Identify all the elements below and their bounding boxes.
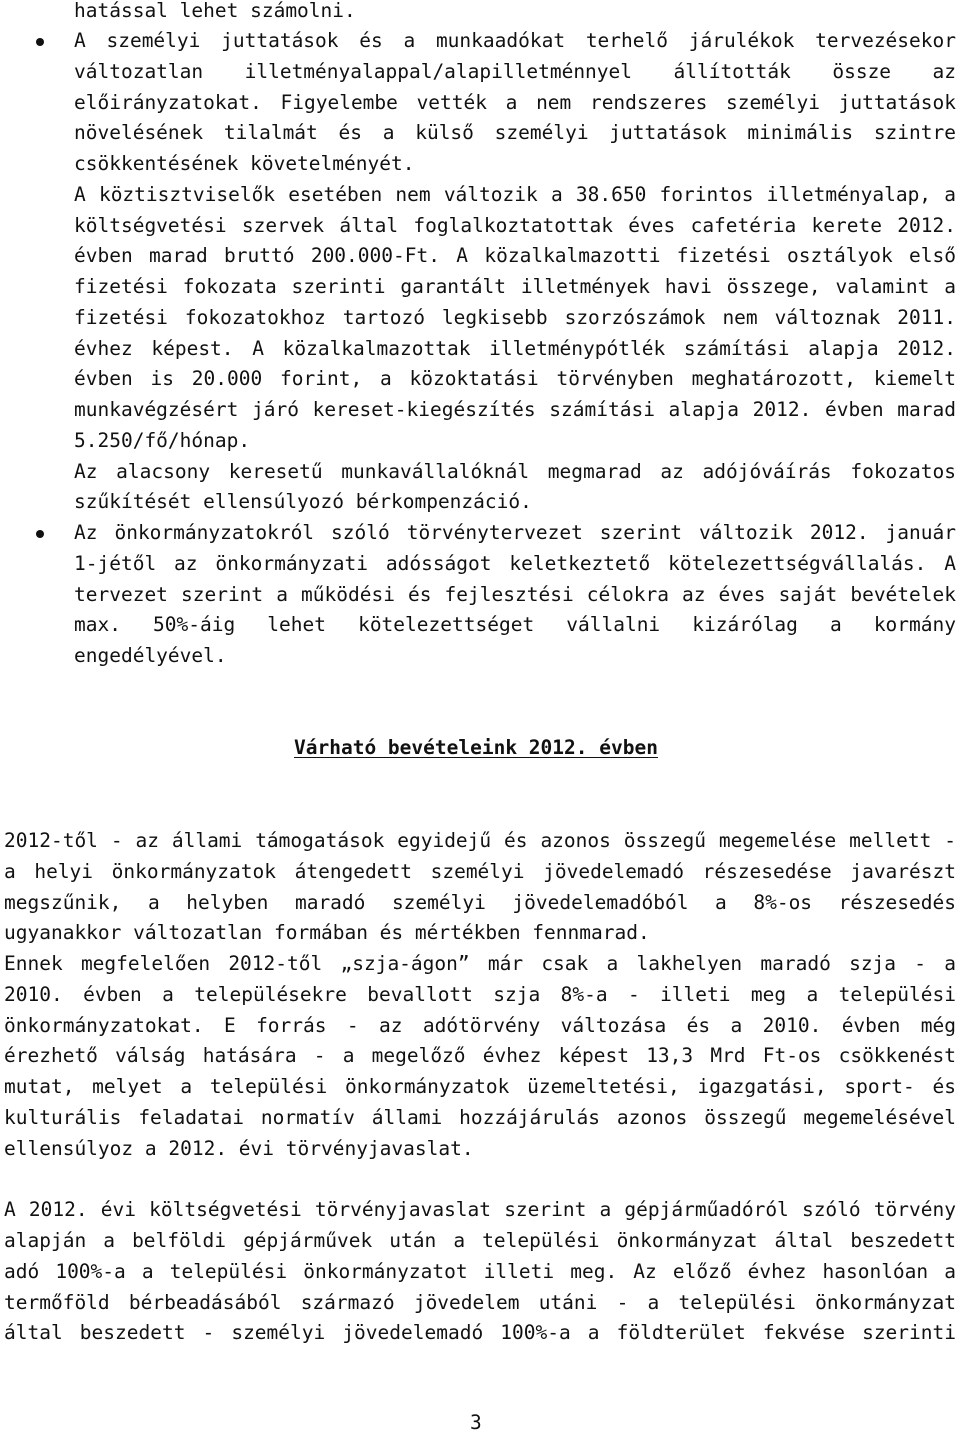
text-line: 2010. évben a településekre bevallott szja 8%-a - illeti meg a települési (4, 983, 956, 1006)
text-line: kulturális feladatai normatív állami hozzájárulás azonos összegű megemelésével (4, 1106, 956, 1129)
text-line: termőföld bérbeadásából származó jövedelem utáni - a települési önkormányzat (4, 1291, 956, 1314)
text-line: hatással lehet számolni. (74, 0, 356, 22)
text-line: megszűnik, a helyben maradó személyi jövedelemadóból a 8%-os részesedés (4, 891, 956, 914)
text-line: fizetési fokozatokhoz tartozó legkisebb szorzószámok nem változnak 2011. (74, 306, 956, 329)
page-number: 3 (470, 1411, 482, 1434)
text-line: önkormányzatokat. E forrás - az adótörvény változása és a 2010. évben még (4, 1014, 956, 1037)
text-line: évben is 20.000 forint, a közoktatási törvényben meghatározott, kiemelt (74, 367, 956, 390)
text-line: tervezet szerint a működési és fejlesztési célokra az éves saját bevételek (74, 583, 956, 606)
bullet-icon (36, 38, 44, 46)
text-line: munkavégzésért járó kereset-kiegészítés számítási alapja 2012. évben marad (74, 398, 956, 421)
text-line: engedélyével. (74, 644, 227, 667)
bullet-icon (36, 530, 44, 538)
text-line: évben marad bruttó 200.000-Ft. A közalkalmazotti fizetési osztályok első (74, 244, 956, 267)
text-line: A személyi juttatások és a munkaadókat terhelő járulékok tervezésekor (74, 29, 956, 52)
text-line: Ennek megfelelően 2012-től „szja-ágon” már csak a lakhelyen maradó szja - a (4, 952, 956, 975)
text-line: évhez képest. A közalkalmazottak illetménypótlék számítási alapja 2012. (74, 337, 956, 360)
text-line: A 2012. évi költségvetési törvényjavaslat szerint a gépjárműadóról szóló törvény (4, 1198, 956, 1221)
text-line: ellensúlyoz a 2012. évi törvényjavaslat. (4, 1137, 474, 1160)
text-line: 2012-től - az állami támogatások egyidejű és azonos összegű megemelése mellett - (4, 829, 956, 852)
section-heading: Várható bevételeink 2012. évben (294, 736, 658, 759)
text-line: 5.250/fő/hónap. (74, 429, 251, 452)
text-line: által beszedett - személyi jövedelemadó 100%-a a földterület fekvése szerinti (4, 1321, 956, 1344)
text-line: változatlan illetményalappal/alapilletménnyel állították össze az (74, 60, 956, 83)
text-line: alapján a belföldi gépjárművek után a települési önkormányzat által beszedett (4, 1229, 956, 1252)
text-line: adó 100%-a a települési önkormányzatot illeti meg. Az előző évhez hasonlóan a (4, 1260, 956, 1283)
text-line: növelésének tilalmát és a külső személyi juttatások minimális szintre (74, 121, 956, 144)
text-line: mutat, melyet a települési önkormányzatok üzemeltetési, igazgatási, sport- és (4, 1075, 956, 1098)
text-line: költségvetési szervek által foglalkoztatottak éves cafetéria kerete 2012. (74, 214, 956, 237)
text-line: fizetési fokozata szerinti garantált illetmények havi összege, valamint a (74, 275, 956, 298)
text-line: Az önkormányzatokról szóló törvénytervezet szerint változik 2012. január (74, 521, 956, 544)
text-line: Az alacsony keresetű munkavállalóknál megmarad az adójóváírás fokozatos (74, 460, 956, 483)
text-line: a helyi önkormányzatok átengedett személyi jövedelemadó részesedése javarészt (4, 860, 956, 883)
text-line: 1-jétől az önkormányzati adósságot keletkeztető kötelezettségvállalás. A (74, 552, 956, 575)
text-line: előirányzatokat. Figyelembe vették a nem rendszeres személyi juttatások (74, 91, 956, 114)
text-line: max. 50%-áig lehet kötelezettséget vállalni kizárólag a kormány (74, 613, 956, 636)
text-line: szűkítését ellensúlyozó bérkompenzáció. (74, 490, 532, 513)
text-line: A köztisztviselők esetében nem változik a 38.650 forintos illetményalap, a (74, 183, 956, 206)
text-line: ugyanakkor változatlan formában és mértékben fennmarad. (4, 921, 650, 944)
text-line: érezhető válság hatására - a megelőző évhez képest 13,3 Mrd Ft-os csökkenést (4, 1044, 956, 1067)
text-line: csökkentésének követelményét. (74, 152, 415, 175)
